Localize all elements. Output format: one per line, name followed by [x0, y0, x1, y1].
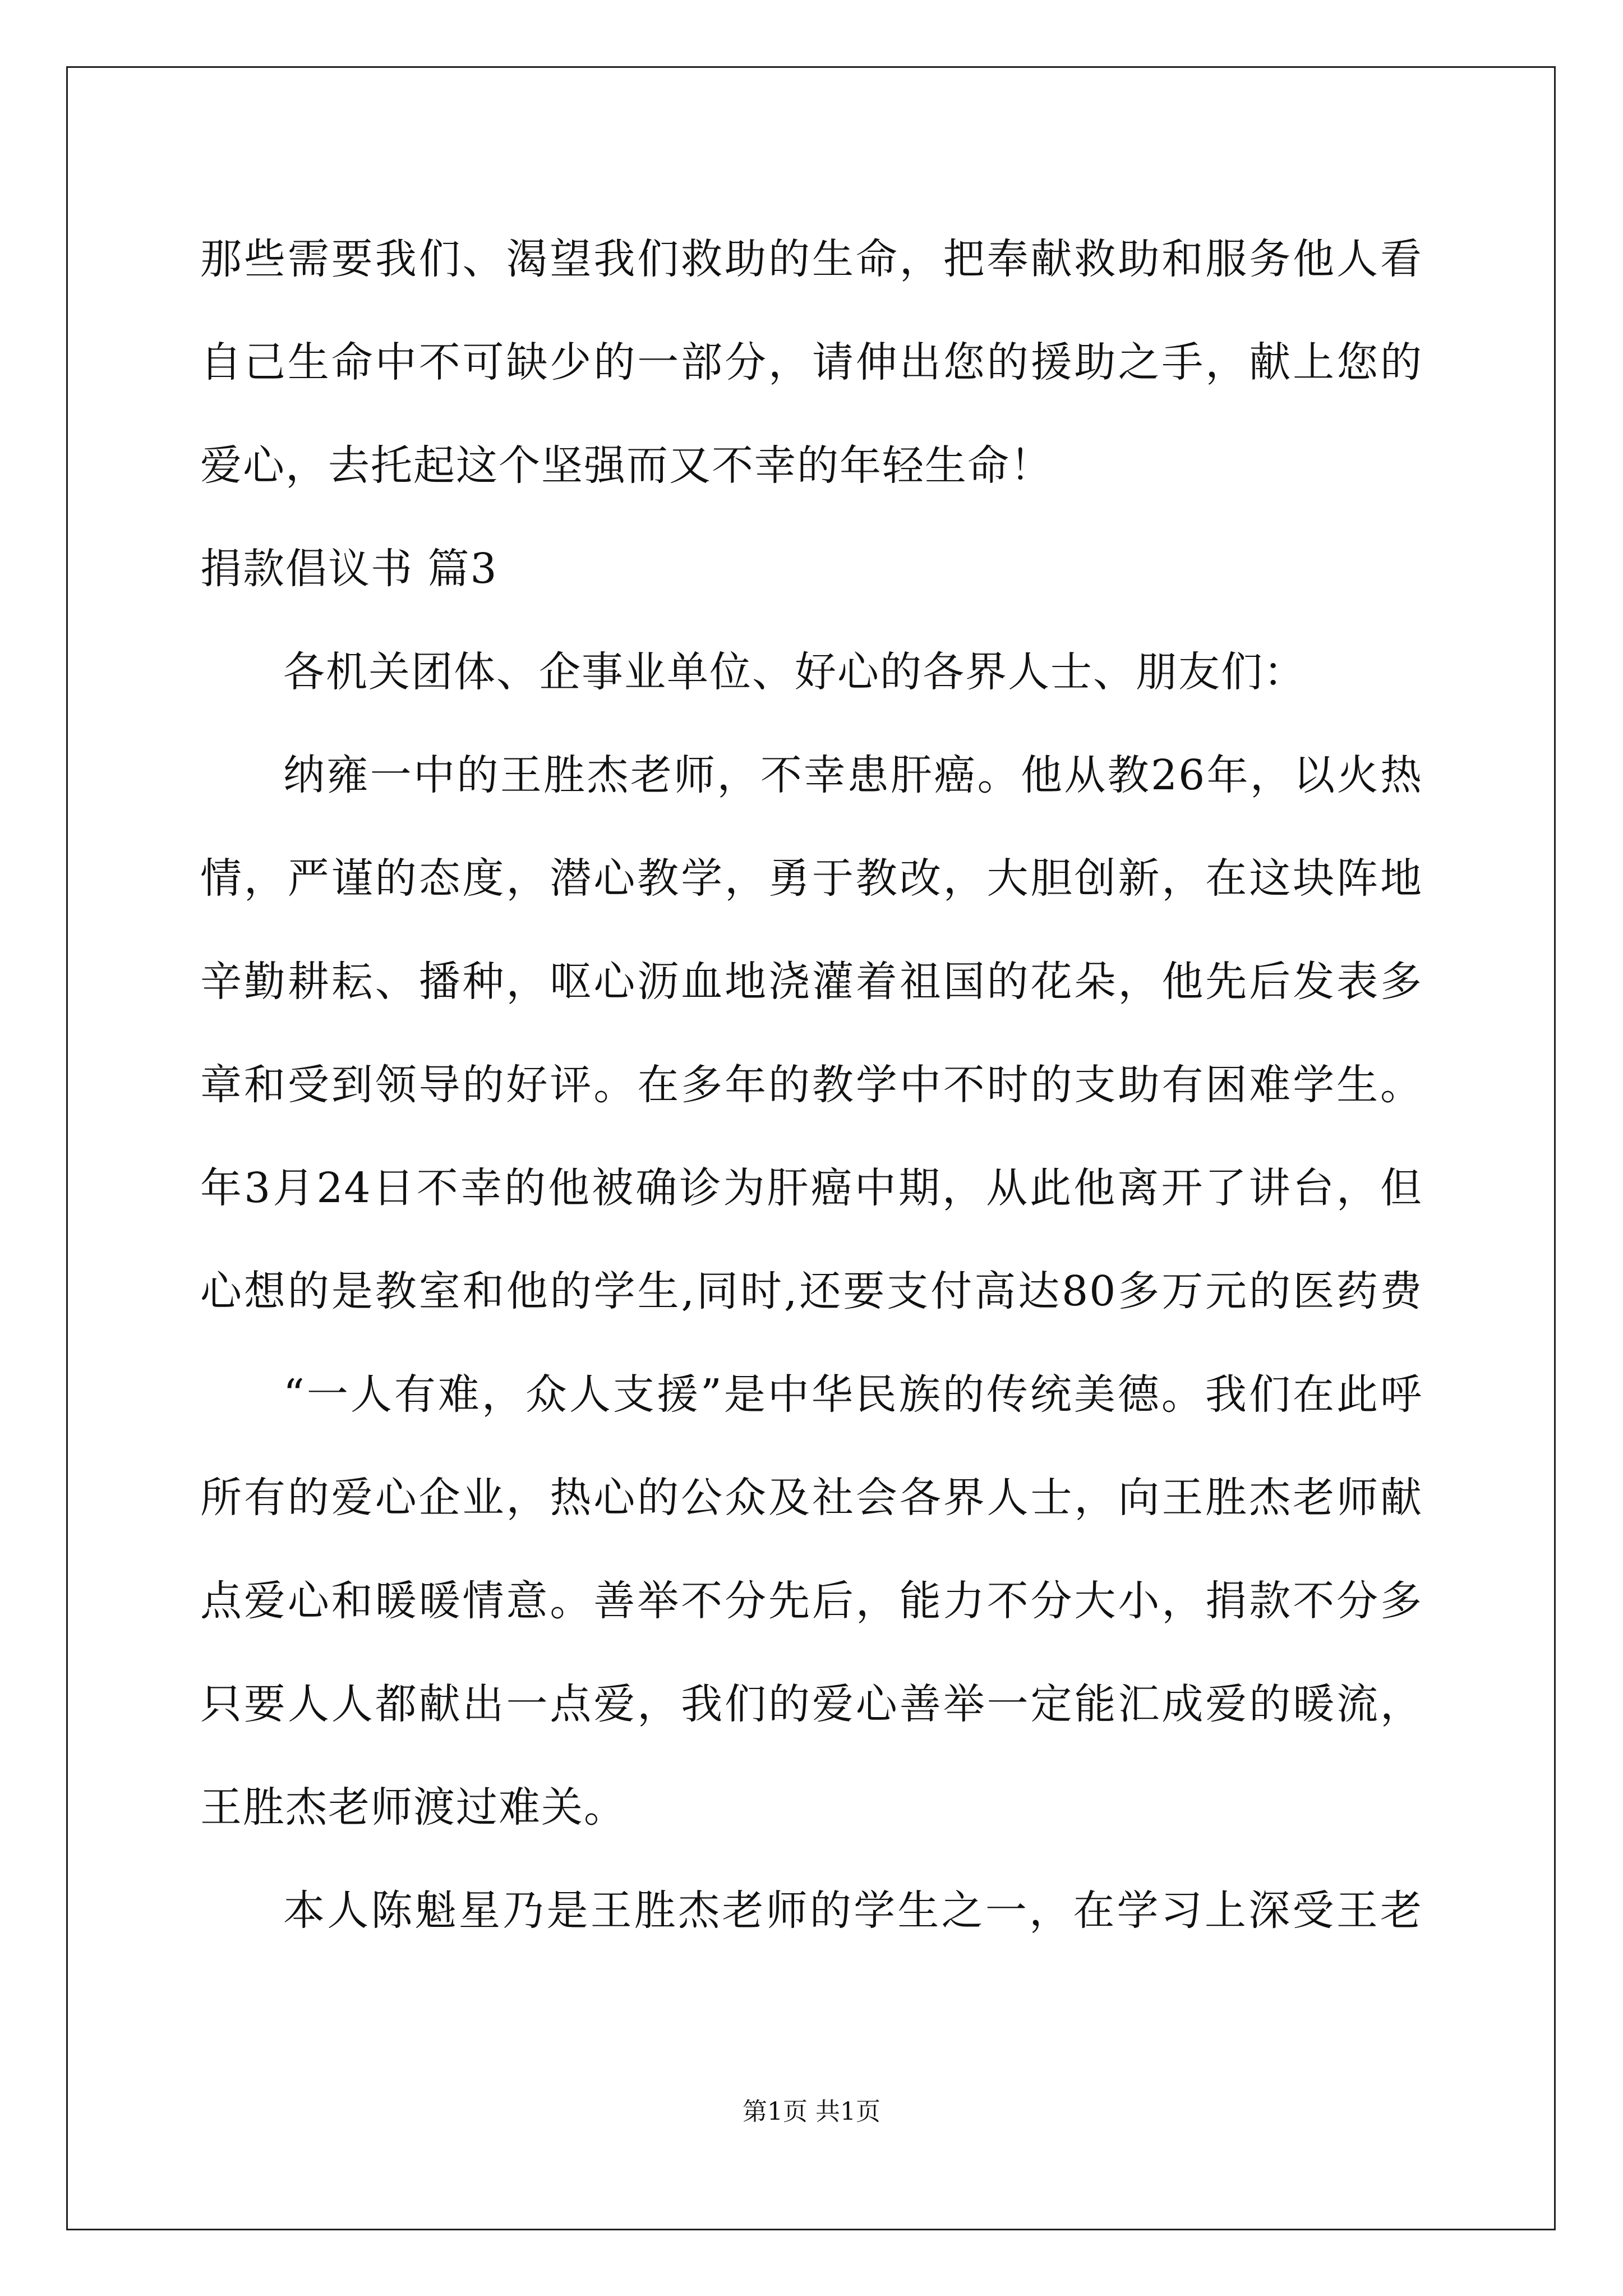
text-line: 王胜杰老师渡过难关。 — [200, 1783, 626, 1832]
text-line: 心想的是教室和他的学生,同时,还要支付高达80多万元的医药费 — [200, 1267, 1423, 1315]
text-line: 只要人人都献出一点爱，我们的爱心善举一定能汇成爱的暖流， — [200, 1680, 1423, 1728]
document-body — [200, 208, 1423, 1962]
text-line: 爱心，去托起这个坚强而又不幸的年轻生命！ — [200, 441, 1053, 490]
text-line: 那些需要我们、渴望我们救助的生命，把奉献救助和服务他人看 — [200, 235, 1423, 283]
text-line: 本人陈魁星乃是王胜杰老师的学生之一，在学习上深受王老 — [283, 1887, 1423, 1935]
text-line: 点爱心和暖暖情意。善举不分先后，能力不分大小，捐款不分多 — [200, 1577, 1423, 1625]
text-line: 纳雍一中的王胜杰老师，不幸患肝癌。他从教26年，以火热 — [283, 751, 1423, 799]
section-heading: 捐款倡议书 篇3 — [200, 545, 498, 593]
text-line: 所有的爱心企业，热心的公众及社会各界人士，向王胜杰老师献 — [200, 1474, 1423, 1522]
text-line: 辛勤耕耘、播种，呕心沥血地浇灌着祖国的花朵，他先后发表多 — [200, 958, 1423, 1006]
text-line: “一人有难，众人支援”是中华民族的传统美德。我们在此呼 — [283, 1370, 1423, 1419]
page-number-footer: 第1页 共1页 — [743, 2097, 880, 2126]
salutation-line: 各机关团体、企事业单位、好心的各界人士、朋友们： — [283, 648, 1306, 696]
text-line: 年3月24日不幸的他被确诊为肝癌中期，从此他离开了讲台，但 — [200, 1164, 1423, 1212]
text-line: 情，严谨的态度，潜心教学，勇于教改，大胆创新，在这块阵地 — [200, 854, 1423, 903]
text-line: 自己生命中不可缺少的一部分，请伸出您的援助之手，献上您的 — [200, 338, 1423, 386]
text-line: 章和受到领导的好评。在多年的教学中不时的支助有困难学生。 — [200, 1061, 1423, 1109]
